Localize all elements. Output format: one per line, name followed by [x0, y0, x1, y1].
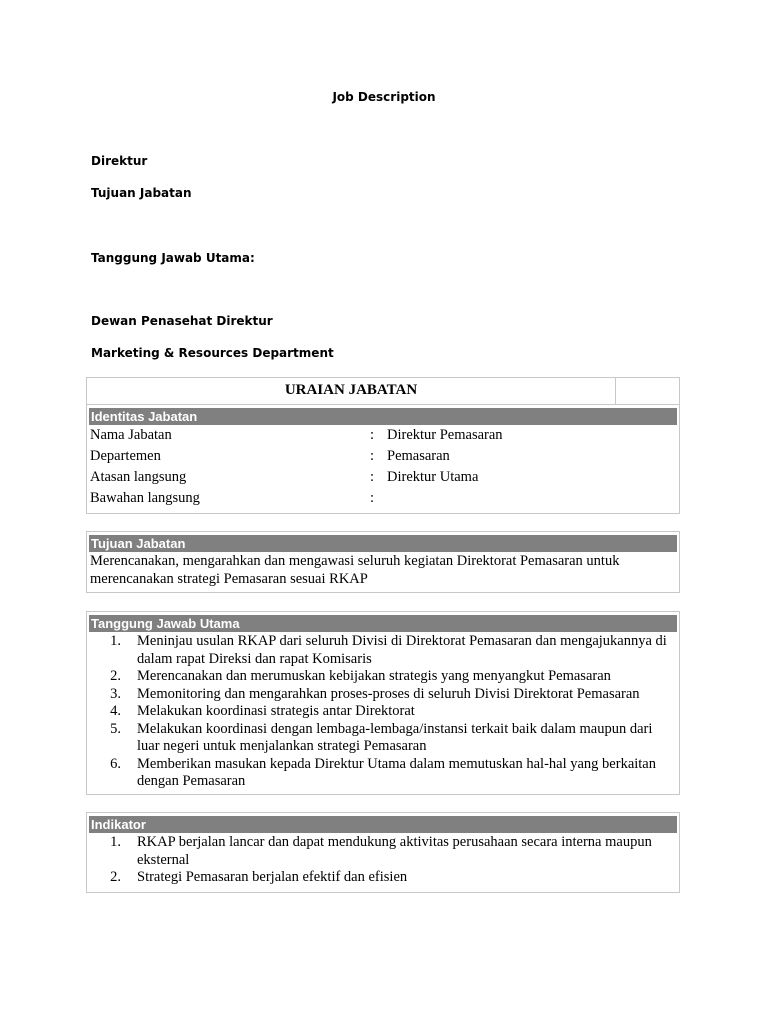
tanggung-jawab-table	[86, 611, 680, 795]
list-number: 1.	[110, 633, 121, 649]
heading-dewan-penasehat: Dewan Penasehat Direktur	[91, 314, 273, 328]
list-number: 2.	[110, 869, 121, 885]
section-bar-indikator: Indikator	[89, 816, 677, 833]
list-text: Melakukan koordinasi dengan lembaga-lembaga/instansi terkait baik dalam maupun dari luar negeri untuk menjalankan strategi Pemasaran	[137, 720, 653, 754]
list-number: 1.	[110, 834, 121, 850]
list-number: 4.	[110, 703, 121, 719]
indikator-list	[87, 833, 679, 890]
section-bar-identitas: Identitas Jabatan	[89, 408, 677, 425]
row-colon: :	[370, 490, 375, 506]
list-text: Strategi Pemasaran berjalan efektif dan efisien	[137, 869, 408, 885]
section-bar-tanggung-jawab: Tanggung Jawab Utama	[89, 615, 677, 632]
list-item	[87, 668, 673, 686]
row-value: Direktur Pemasaran	[387, 427, 503, 443]
heading-tanggung-jawab-utama: Tanggung Jawab Utama:	[91, 251, 255, 265]
header-cell-divider	[615, 378, 616, 404]
list-item	[87, 834, 673, 869]
list-item	[87, 721, 673, 756]
heading-direktur: Direktur	[91, 154, 148, 168]
row-label: Departemen	[90, 448, 161, 464]
heading-department: Marketing & Resources Department	[91, 346, 334, 360]
uraian-jabatan-table	[86, 377, 680, 514]
section-bar-tujuan: Tujuan Jabatan	[89, 535, 677, 552]
list-item	[87, 633, 673, 668]
heading-tujuan-jabatan: Tujuan Jabatan	[91, 186, 192, 200]
list-text: Merencanakan dan merumuskan kebijakan strategis yang menyangkut Pemasaran	[137, 668, 611, 684]
row-colon: :	[370, 469, 375, 485]
table-row	[87, 467, 679, 488]
list-text: Memberikan masukan kepada Direktur Utama dalam memutuskan hal-hal yang berkaitan dengan Pemasaran	[137, 755, 656, 789]
row-label: Bawahan langsung	[90, 490, 200, 506]
tujuan-text: Merencanakan, mengarahkan dan mengawasi seluruh kegiatan Direktorat Pemasaran untuk merencanakan strategi Pemasaran sesuai RKAP	[90, 553, 620, 587]
list-item	[87, 686, 673, 704]
list-text: RKAP berjalan lancar dan dapat mendukung aktivitas perusahaan secara interna maupun eksternal	[137, 834, 652, 868]
tanggung-jawab-list	[87, 632, 679, 794]
uraian-header-row	[87, 378, 679, 405]
row-value: Pemasaran	[387, 448, 450, 464]
table-row	[87, 425, 679, 446]
table-row	[87, 488, 679, 509]
row-colon: :	[370, 427, 375, 443]
row-label: Nama Jabatan	[90, 427, 172, 443]
list-number: 5.	[110, 720, 121, 737]
list-text: Memonitoring dan mengarahkan proses-proses di seluruh Divisi Direktorat Pemasaran	[137, 685, 640, 702]
row-value: Direktur Utama	[387, 469, 479, 485]
list-item	[87, 869, 673, 887]
indikator-table	[86, 812, 680, 893]
row-label: Atasan langsung	[90, 469, 187, 485]
list-number: 3.	[110, 685, 121, 702]
identitas-rows	[87, 425, 679, 509]
list-number: 2.	[110, 668, 121, 684]
list-item	[87, 703, 673, 721]
row-colon: :	[370, 448, 375, 464]
list-text: Meninjau usulan RKAP dari seluruh Divisi di Direktorat Pemasaran dan mengajukannya di dalam rapat Direksi dan rapat Komisaris	[137, 633, 667, 667]
list-text: Melakukan koordinasi strategis antar Direktorat	[137, 703, 415, 719]
tujuan-jabatan-table	[86, 531, 680, 593]
list-number: 6.	[110, 755, 121, 772]
table-row	[87, 446, 679, 467]
list-item	[87, 756, 673, 791]
uraian-title: URAIAN JABATAN	[284, 382, 418, 398]
document-title: Job Description	[332, 90, 436, 104]
